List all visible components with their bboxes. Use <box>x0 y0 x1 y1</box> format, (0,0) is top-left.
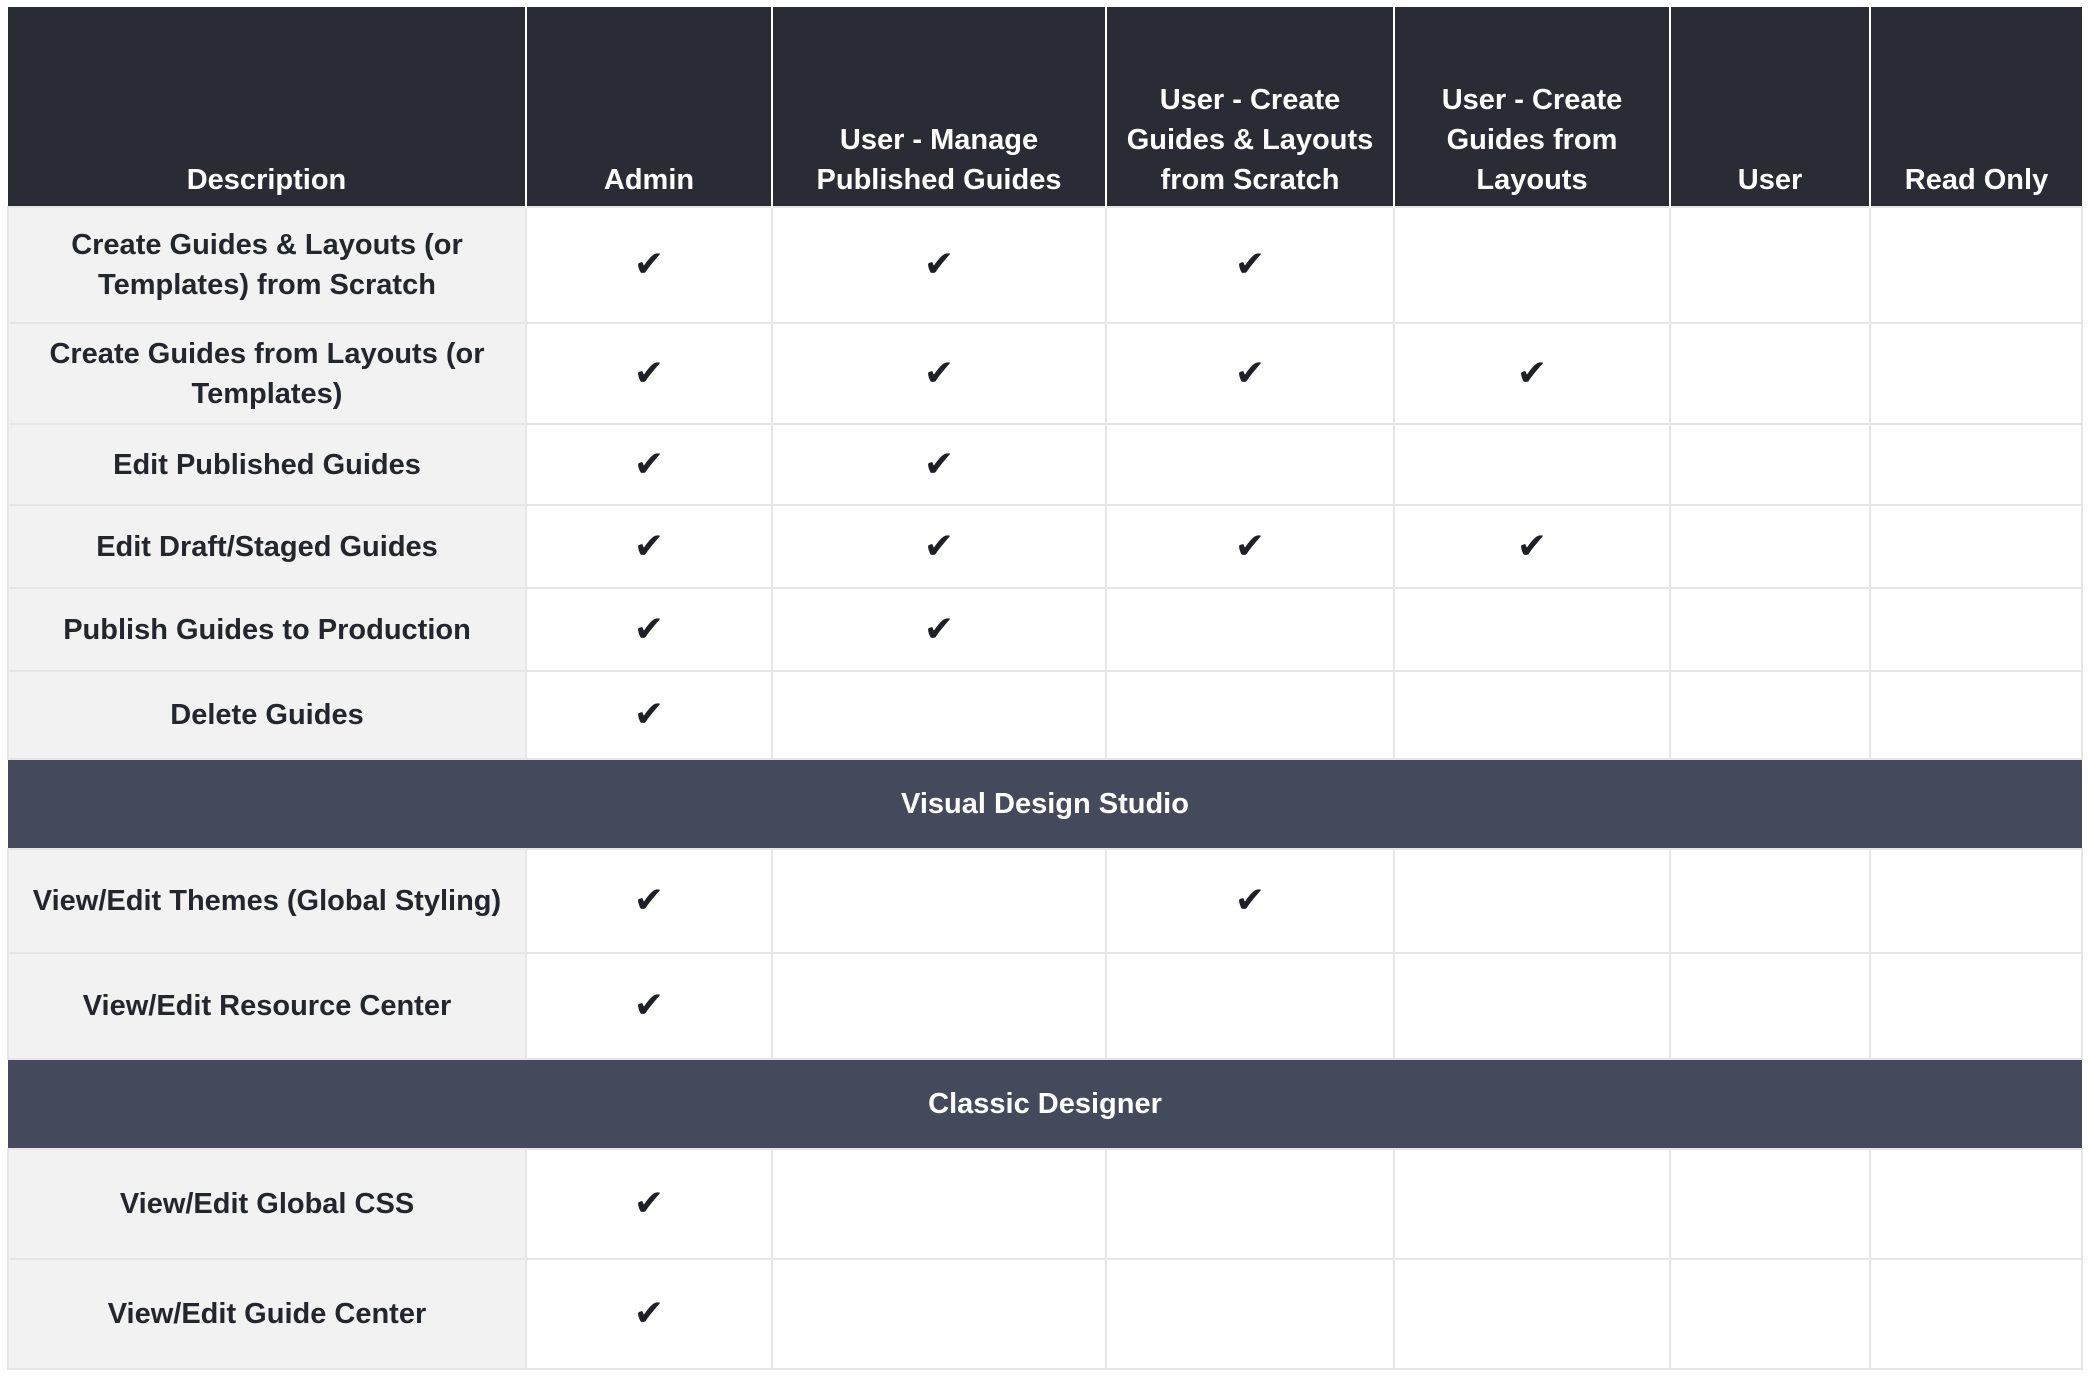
table-body <box>8 207 2082 1369</box>
permissions-table-container <box>7 7 2081 1370</box>
empty-cell <box>1670 671 1870 759</box>
empty-cell <box>1670 849 1870 953</box>
table-row <box>8 671 2082 759</box>
empty-cell <box>1106 424 1394 505</box>
column-header-user: User <box>1670 7 1870 207</box>
empty-cell <box>772 953 1106 1059</box>
empty-cell <box>1394 671 1670 759</box>
permission-description: Create Guides from Layouts (or Templates) <box>8 323 526 424</box>
table-row <box>8 849 2082 953</box>
empty-cell <box>1670 1149 1870 1259</box>
empty-cell <box>1106 1149 1394 1259</box>
column-header-user-create-from-scratch: User - Create Guides & Layouts from Scratch <box>1106 7 1394 207</box>
permission-description: Delete Guides <box>8 671 526 759</box>
table-row <box>8 207 2082 323</box>
permission-description: Edit Published Guides <box>8 424 526 505</box>
empty-cell <box>1870 953 2082 1059</box>
empty-cell <box>1870 323 2082 424</box>
checkmark-icon: ✔ <box>1106 207 1394 323</box>
checkmark-icon: ✔ <box>526 953 772 1059</box>
column-header-user-create-from-layouts: User - Create Guides from Layouts <box>1394 7 1670 207</box>
permission-description: Edit Draft/Staged Guides <box>8 505 526 588</box>
column-header-user-manage-published: User - Manage Published Guides <box>772 7 1106 207</box>
empty-cell <box>1870 849 2082 953</box>
checkmark-icon: ✔ <box>772 207 1106 323</box>
table-row <box>8 505 2082 588</box>
checkmark-icon: ✔ <box>772 588 1106 671</box>
empty-cell <box>1870 424 2082 505</box>
empty-cell <box>1670 207 1870 323</box>
empty-cell <box>1394 207 1670 323</box>
empty-cell <box>1670 1259 1870 1369</box>
section-header-visual-design-studio <box>8 759 2082 849</box>
table-row <box>8 424 2082 505</box>
checkmark-icon: ✔ <box>526 424 772 505</box>
empty-cell <box>1394 588 1670 671</box>
checkmark-icon: ✔ <box>772 505 1106 588</box>
empty-cell <box>1670 424 1870 505</box>
column-header-read-only: Read Only <box>1870 7 2082 207</box>
empty-cell <box>772 849 1106 953</box>
permission-description: Publish Guides to Production <box>8 588 526 671</box>
checkmark-icon: ✔ <box>1394 323 1670 424</box>
empty-cell <box>1670 588 1870 671</box>
section-title: Classic Designer <box>8 1059 2082 1149</box>
empty-cell <box>1870 1149 2082 1259</box>
empty-cell <box>1394 1259 1670 1369</box>
section-header-classic-designer <box>8 1059 2082 1149</box>
empty-cell <box>1870 1259 2082 1369</box>
checkmark-icon: ✔ <box>1106 849 1394 953</box>
checkmark-icon: ✔ <box>526 849 772 953</box>
table-row <box>8 1149 2082 1259</box>
empty-cell <box>1394 424 1670 505</box>
empty-cell <box>1106 953 1394 1059</box>
checkmark-icon: ✔ <box>526 505 772 588</box>
checkmark-icon: ✔ <box>526 588 772 671</box>
empty-cell <box>1670 953 1870 1059</box>
empty-cell <box>772 1149 1106 1259</box>
empty-cell <box>1670 323 1870 424</box>
checkmark-icon: ✔ <box>526 1149 772 1259</box>
checkmark-icon: ✔ <box>1394 505 1670 588</box>
table-row <box>8 323 2082 424</box>
column-header-admin: Admin <box>526 7 772 207</box>
permission-description: View/Edit Resource Center <box>8 953 526 1059</box>
table-row <box>8 1259 2082 1369</box>
table-row <box>8 588 2082 671</box>
checkmark-icon: ✔ <box>772 323 1106 424</box>
empty-cell <box>1870 505 2082 588</box>
checkmark-icon: ✔ <box>1106 323 1394 424</box>
permission-description: View/Edit Guide Center <box>8 1259 526 1369</box>
empty-cell <box>1670 505 1870 588</box>
permission-description: View/Edit Themes (Global Styling) <box>8 849 526 953</box>
column-header-description: Description <box>8 7 526 207</box>
empty-cell <box>1394 953 1670 1059</box>
table-row <box>8 953 2082 1059</box>
checkmark-icon: ✔ <box>526 671 772 759</box>
permissions-table <box>7 7 2083 1370</box>
empty-cell <box>1106 1259 1394 1369</box>
checkmark-icon: ✔ <box>1106 505 1394 588</box>
checkmark-icon: ✔ <box>526 207 772 323</box>
permission-description: Create Guides & Layouts (or Templates) from Scratch <box>8 207 526 323</box>
empty-cell <box>1106 588 1394 671</box>
empty-cell <box>772 1259 1106 1369</box>
checkmark-icon: ✔ <box>526 323 772 424</box>
section-title: Visual Design Studio <box>8 759 2082 849</box>
empty-cell <box>1870 207 2082 323</box>
checkmark-icon: ✔ <box>772 424 1106 505</box>
empty-cell <box>1394 849 1670 953</box>
permission-description: View/Edit Global CSS <box>8 1149 526 1259</box>
empty-cell <box>1106 671 1394 759</box>
checkmark-icon: ✔ <box>526 1259 772 1369</box>
empty-cell <box>772 671 1106 759</box>
empty-cell <box>1870 588 2082 671</box>
empty-cell <box>1394 1149 1670 1259</box>
empty-cell <box>1870 671 2082 759</box>
table-header <box>8 7 2082 207</box>
